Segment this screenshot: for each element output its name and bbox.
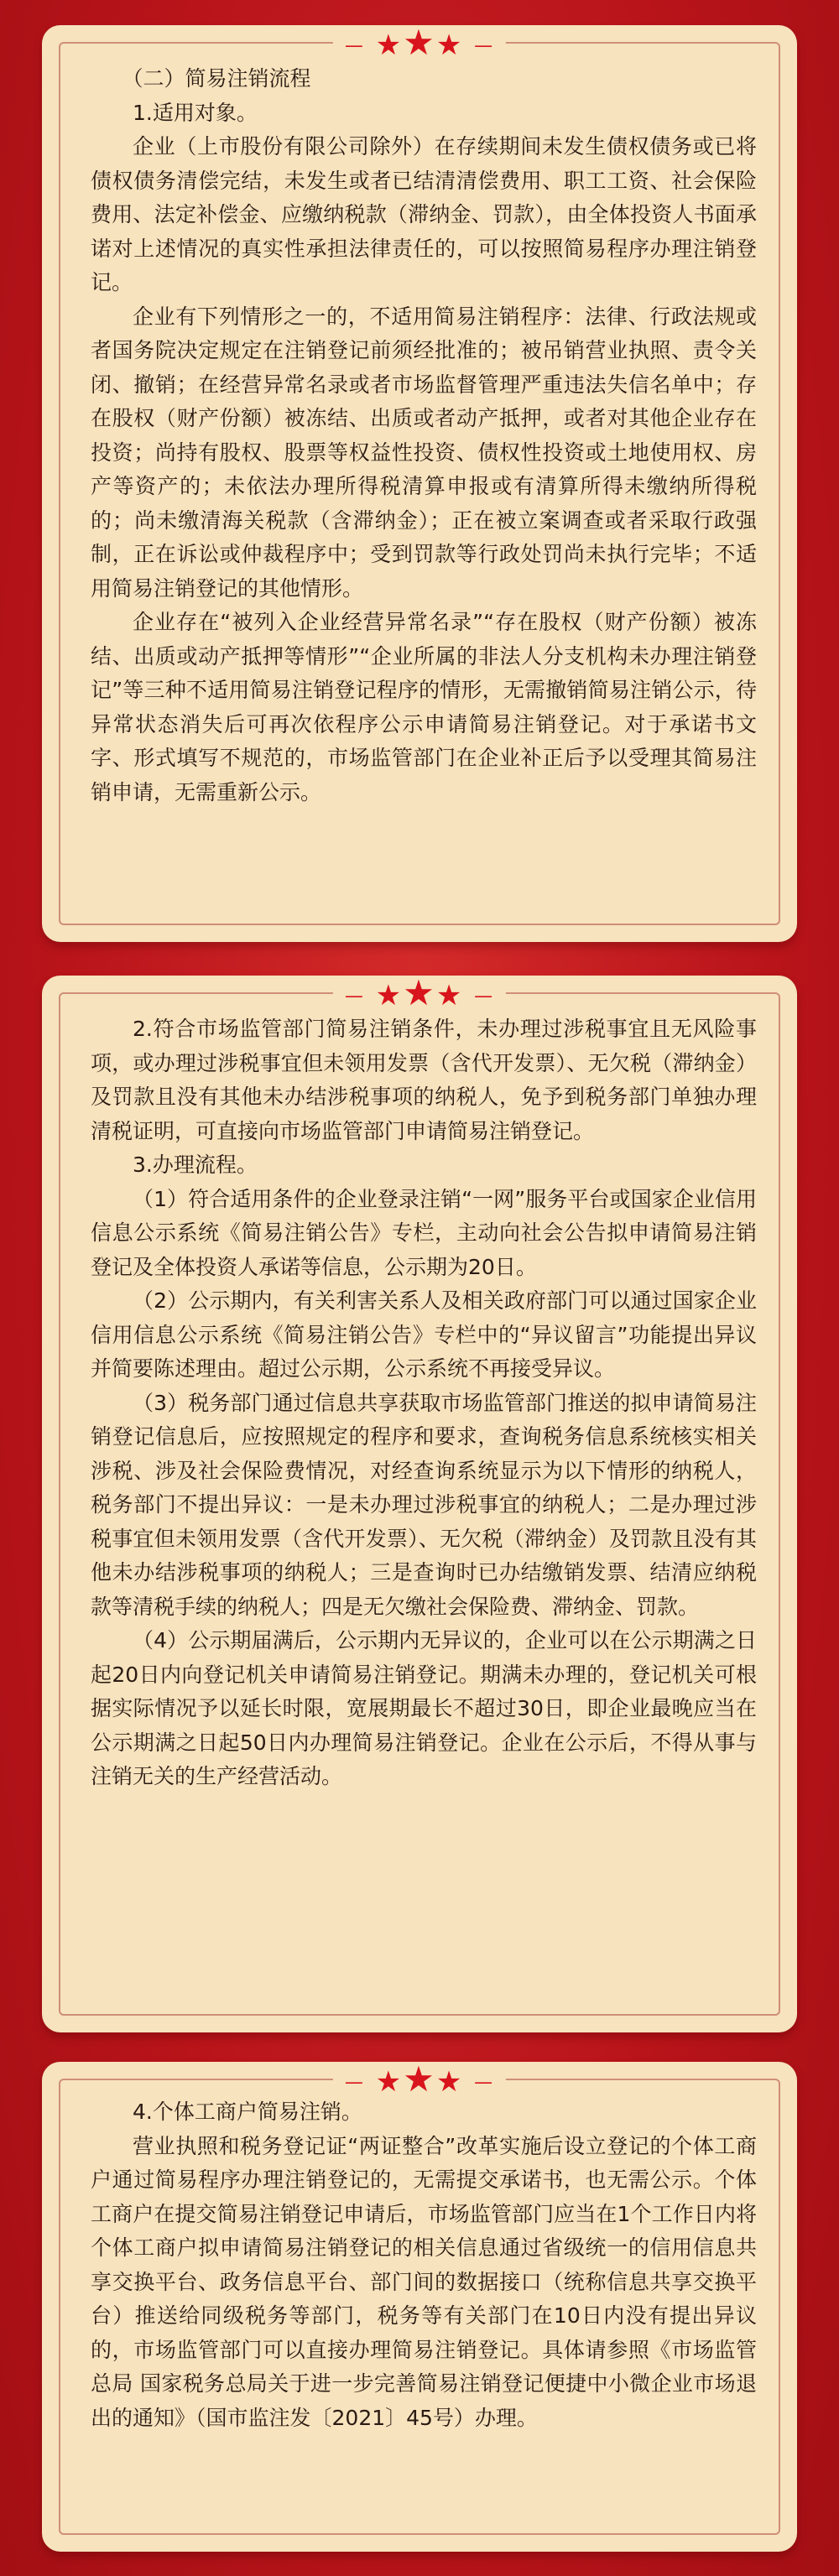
paragraph: （3）税务部门通过信息共享获取市场监管部门推送的拟申请简易注销登记信息后，应按照规定的程序和要求，查询税务信息系统核实相关涉税、涉及社会保险费情况，对经查询系统显示为以下情形的纳税人，税务部门不提出异议：一是未办理过涉税事宜的纳税人；二是办理过涉税事宜但未领用发票（含代开发票）、无欠税（滞纳金）及罚款且没有其他未办结涉税事项的纳税人；三是查询时已办结缴销发票、结清应纳税款等清税手续的纳税人；四是无欠缴社会保险费、滞纳金、罚款。 bbox=[91, 1390, 757, 1619]
section-heading: （二）简易注销流程 bbox=[122, 66, 311, 91]
section-card-3 bbox=[42, 2058, 797, 2552]
subheading: 1.适用对象。 bbox=[133, 100, 258, 125]
stars-ornament: — ★★★ — bbox=[333, 2065, 506, 2098]
paragraph: （4）公示期届满后，公示期内无异议的，企业可以在公示期满之日起20日内向登记机关申请简易注销登记。期满未办理的，登记机关可根据实际情况予以延长时限，宽展期最长不超过30日，即企业最晚应当在公示期满之日起50日内办理简易注销登记。企业在公示后，不得从事与注销无关的生产经营活动。 bbox=[91, 1628, 757, 1788]
section-card-2 bbox=[42, 972, 797, 2032]
section-card-1 bbox=[42, 22, 797, 942]
card-content bbox=[91, 62, 757, 809]
paragraph: （1）符合适用条件的企业登录注销“一网”服务平台或国家企业信用信息公示系统《简易注销公告》专栏，主动向社会公告拟申请简易注销登记及全体投资人承诺等信息，公示期为20日。 bbox=[91, 1186, 757, 1279]
paragraph: 2.符合市场监管部门简易注销条件，未办理过涉税事宜且无风险事项，或办理过涉税事宜但未领用发票（含代开发票）、无欠税（滞纳金）及罚款且没有其他未办结涉税事项的纳税人，免予到税务部门单独办理清税证明，可直接向市场监管部门申请简易注销登记。 bbox=[91, 1017, 757, 1143]
card-content bbox=[91, 2095, 757, 2435]
paragraph: 企业存在“被列入企业经营异常名录”“存在股权（财产份额）被冻结、出质或动产抵押等情形”“企业所属的非法人分支机构未办理注销登记”等三种不适用简易注销登记程序的情形，无需撤销简易注销公示，待异常状态消失后可再次依程序公示申请简易注销登记。对于承诺书文字、形式填写不规范的，市场监管部门在企业补正后予以受理其简易注销申请，无需重新公示。 bbox=[91, 610, 757, 804]
paragraph: 企业（上市股份有限公司除外）在存续期间未发生债权债务或已将债权债务清偿完结，未发生或者已结清清偿费用、职工工资、社会保险费用、法定补偿金、应缴纳税款（滞纳金、罚款），由全体投资人书面承诺对上述情况的真实性承担法律责任的，可以按照简易程序办理注销登记。 bbox=[91, 134, 757, 294]
subheading: 3.办理流程。 bbox=[133, 1153, 258, 1177]
paragraph: （2）公示期内，有关利害关系人及相关政府部门可以通过国家企业信用信息公示系统《简易注销公告》专栏中的“异议留言”功能提出异议并简要陈述理由。超过公示期，公示系统不再接受异议。 bbox=[91, 1288, 757, 1381]
stars-ornament: — ★★★ — bbox=[333, 29, 506, 61]
card-content bbox=[91, 1012, 757, 1794]
paragraph: 企业有下列情形之一的，不适用简易注销程序：法律、行政法规或者国务院决定规定在注销登记前须经批准的；被吊销营业执照、责令关闭、撤销；在经营异常名录或者市场监督管理严重违法失信名单中；存在股权（财产份额）被冻结、出质或者动产抵押，或者对其他企业存在投资；尚持有股权、股票等权益性投资、债权性投资或土地使用权、房产等资产的；未依法办理所得税清算申报或有清算所得未缴纳所得税的；尚未缴清海关税款（含滞纳金）；正在被立案调查或者采取行政强制，正在诉讼或仲裁程序中；受到罚款等行政处罚尚未执行完毕；不适用简易注销登记的其他情形。 bbox=[91, 304, 757, 601]
subheading: 4.个体工商户简易注销。 bbox=[133, 2100, 362, 2124]
stars-ornament: — ★★★ — bbox=[333, 979, 506, 1012]
paragraph: 营业执照和税务登记证“两证整合”改革实施后设立登记的个体工商户通过简易程序办理注销登记的，无需提交承诺书，也无需公示。个体工商户在提交简易注销登记申请后，市场监管部门应当在1个工作日内将个体工商户拟申请简易注销登记的相关信息通过省级统一的信用信息共享交换平台、政务信息平台、部门间的数据接口（统称信息共享交换平台）推送给同级税务等部门，税务等有关部门在10日内没有提出异议的，市场监管部门可以直接办理简易注销登记。具体请参照《市场监管总局 国家税务总局关于进一步完善简易注销登记便捷中小微企业市场退出的通知》（国市监注发〔2021〕45号）办理。 bbox=[91, 2133, 757, 2430]
